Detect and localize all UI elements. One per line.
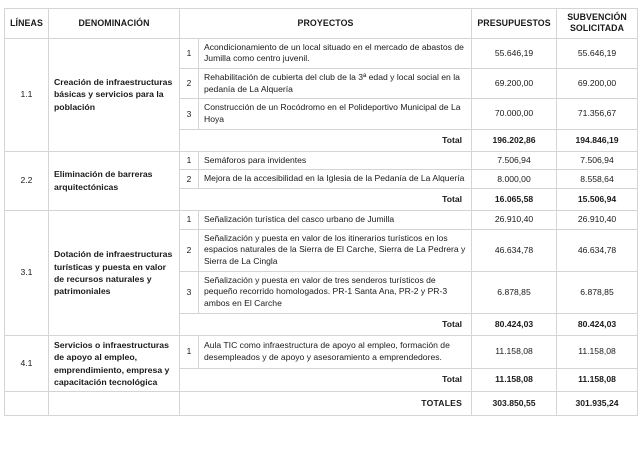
cell-linea: 4.1	[5, 335, 49, 391]
total-presupuesto: 196.202,86	[472, 129, 557, 151]
table-row	[5, 335, 638, 368]
cell-proyecto: Aula TIC como infraestructura de apoyo al empleo, formación de desempleados y de apoyo y asesoramiento a emprendedores.	[199, 335, 472, 368]
total-label: Total	[180, 368, 472, 392]
grand-total-presupuesto: 303.850,55	[472, 392, 557, 416]
cell-proyecto: Señalización turística del casco urbano de Jumilla	[199, 211, 472, 230]
cell-presupuesto: 26.910,40	[472, 211, 557, 230]
total-presupuesto: 11.158,08	[472, 368, 557, 392]
cell-linea: 3.1	[5, 211, 49, 336]
cell-presupuesto: 11.158,08	[472, 335, 557, 368]
total-presupuesto: 80.424,03	[472, 313, 557, 335]
cell-subvencion: 46.634,78	[557, 229, 638, 271]
column-header-denominacion: DENOMINACIÓN	[49, 9, 180, 39]
cell-denominacion: Servicios o infraestructuras de apoyo al empleo, emprendimiento, empresa y capacitación tecnológica	[49, 335, 180, 391]
column-header-lineas: LÍNEAS	[5, 9, 49, 39]
cell-subvencion: 8.558,64	[557, 170, 638, 189]
column-header-subvencion: SUBVENCIÓN SOLICITADA	[557, 9, 638, 39]
total-subvencion: 11.158,08	[557, 368, 638, 392]
spacer-cell	[5, 392, 49, 416]
cell-subvencion: 71.356,67	[557, 99, 638, 129]
cell-linea: 2.2	[5, 151, 49, 210]
cell-presupuesto: 70.000,00	[472, 99, 557, 129]
cell-project-number: 2	[180, 229, 199, 271]
cell-proyecto: Semáforos para invidentes	[199, 151, 472, 170]
cell-project-number: 3	[180, 271, 199, 313]
table-row	[5, 211, 638, 230]
cell-subvencion: 26.910,40	[557, 211, 638, 230]
table-row	[5, 151, 638, 170]
column-header-proyectos: PROYECTOS	[180, 9, 472, 39]
grand-total-row	[5, 392, 638, 416]
cell-presupuesto: 7.506,94	[472, 151, 557, 170]
cell-presupuesto: 6.878,85	[472, 271, 557, 313]
cell-presupuesto: 8.000,00	[472, 170, 557, 189]
cell-subvencion: 7.506,94	[557, 151, 638, 170]
total-label: Total	[180, 129, 472, 151]
table-header	[5, 9, 638, 39]
cell-proyecto: Señalización y puesta en valor de tres senderos turísticos de pequeño recorrido homologados. PR-1 Santa Ana, PR-2 y PR-3 ambos en El Carche	[199, 271, 472, 313]
cell-presupuesto: 46.634,78	[472, 229, 557, 271]
total-subvencion: 15.506,94	[557, 189, 638, 211]
cell-proyecto: Rehabilitación de cubierta del club de la 3ª edad y local social en la pedanía de La Alquería	[199, 68, 472, 98]
total-subvencion: 80.424,03	[557, 313, 638, 335]
cell-denominacion: Dotación de infraestructuras turísticas y puesta en valor de recursos naturales y patrimoniales	[49, 211, 180, 336]
cell-subvencion: 11.158,08	[557, 335, 638, 368]
total-presupuesto: 16.065,58	[472, 189, 557, 211]
budget-table	[4, 8, 638, 416]
table-body	[5, 38, 638, 416]
cell-presupuesto: 55.646,19	[472, 38, 557, 68]
cell-project-number: 3	[180, 99, 199, 129]
cell-denominacion: Eliminación de barreras arquitectónicas	[49, 151, 180, 210]
cell-proyecto: Señalización y puesta en valor de los itinerarios turísticos en los espacios naturales de la Sierra de El Carche, Sierra de La Pedrera y Sierra de La Cingla	[199, 229, 472, 271]
cell-proyecto: Construcción de un Rocódromo en el Polideportivo Municipal de La Hoya	[199, 99, 472, 129]
cell-project-number: 1	[180, 211, 199, 230]
cell-denominacion: Creación de infraestructuras básicas y servicios para la población	[49, 38, 180, 151]
grand-total-subvencion: 301.935,24	[557, 392, 638, 416]
cell-project-number: 2	[180, 170, 199, 189]
cell-linea: 1.1	[5, 38, 49, 151]
cell-subvencion: 6.878,85	[557, 271, 638, 313]
cell-project-number: 2	[180, 68, 199, 98]
column-header-presupuestos: PRESUPUESTOS	[472, 9, 557, 39]
cell-subvencion: 69.200,00	[557, 68, 638, 98]
spacer-cell	[49, 392, 180, 416]
total-subvencion: 194.846,19	[557, 129, 638, 151]
cell-project-number: 1	[180, 335, 199, 368]
total-label: Total	[180, 189, 472, 211]
grand-total-label: TOTALES	[180, 392, 472, 416]
cell-proyecto: Acondicionamiento de un local situado en el mercado de abastos de Jumilla como centro juvenil.	[199, 38, 472, 68]
cell-project-number: 1	[180, 151, 199, 170]
cell-proyecto: Mejora de la accesibilidad en la Iglesia de la Pedanía de La Alquería	[199, 170, 472, 189]
total-label: Total	[180, 313, 472, 335]
table-row	[5, 38, 638, 68]
header-row	[5, 9, 638, 39]
cell-project-number: 1	[180, 38, 199, 68]
cell-presupuesto: 69.200,00	[472, 68, 557, 98]
cell-subvencion: 55.646,19	[557, 38, 638, 68]
